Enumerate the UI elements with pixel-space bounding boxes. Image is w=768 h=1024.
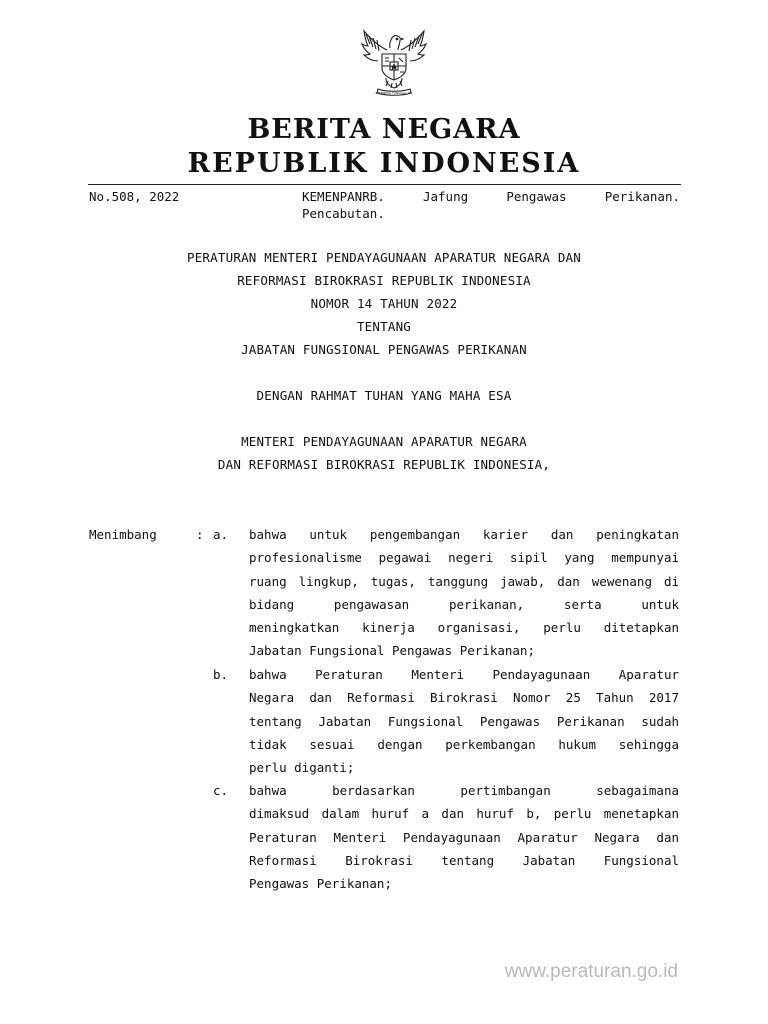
considering-item-letter: a.: [213, 527, 229, 542]
text-line: perlu diganti;: [249, 760, 355, 776]
text-line: ruang lingkup, tugas, tanggung jawab, dan wewenang di: [249, 573, 679, 589]
text-line: bahwa berdasarkan pertimbangan sebagaimana: [249, 783, 679, 798]
text-line: Peraturan Menteri Pendayagunaan Aparatur Negara dan: [249, 829, 679, 845]
blessing-line: DENGAN RAHMAT TUHAN YANG MAHA ESA: [256, 388, 512, 403]
text-line: bahwa untuk pengembangan karier dan peningkatan: [249, 527, 679, 542]
text-line: Pengawas Perikanan;: [249, 876, 392, 892]
considering-item-letter: b.: [213, 667, 229, 682]
text-line: Jabatan Fungsional Pengawas Perikanan;: [249, 643, 535, 659]
minister-line2: DAN REFORMASI BIROKRASI REPUBLIK INDONESIA,: [217, 457, 551, 472]
text-line: Negara dan Reformasi Birokrasi Nomor 25 Tahun 2017: [249, 690, 679, 706]
header-divider: [88, 184, 681, 185]
regulation-about: TENTANG: [356, 319, 412, 334]
gazette-title-line1: BERITA NEGARA: [247, 114, 521, 145]
text-line: bidang pengawasan perikanan, serta untuk: [249, 596, 679, 612]
gazette-title-line2: REPUBLIK INDONESIA: [187, 148, 581, 179]
considering-item-text: [249, 523, 679, 663]
gazette-subject-continued: Pencabutan.: [302, 206, 385, 221]
regulation-title-line2: REFORMASI BIROKRASI REPUBLIK INDONESIA: [237, 273, 531, 288]
text-line: Reformasi Birokrasi tentang Jabatan Fungsional: [249, 852, 679, 868]
regulation-number: NOMOR 14 TAHUN 2022: [310, 296, 458, 311]
garuda-emblem-icon: [356, 28, 432, 98]
considering-colon: :: [196, 527, 204, 542]
text-line: dimaksud dalam huruf a dan huruf b, perlu menetapkan: [249, 806, 679, 822]
minister-line1: MENTERI PENDAYAGUNAAN APARATUR NEGARA: [241, 434, 527, 449]
text-line: profesionalisme pegawai negeri sipil yang mempunyai: [249, 550, 679, 566]
regulation-subject: JABATAN FUNGSIONAL PENGAWAS PERIKANAN: [241, 342, 527, 357]
considering-item-text: [249, 663, 679, 779]
text-line: bahwa Peraturan Menteri Pendayagunaan Aparatur: [249, 667, 679, 682]
gazette-number: No.508, 2022: [89, 189, 180, 204]
text-line: tidak sesuai dengan perkembangan hukum sehingga: [249, 736, 679, 752]
source-watermark: www.peraturan.go.id: [504, 961, 678, 982]
emblem-motto: BHINNEKA TUNGGAL IKA: [375, 91, 413, 95]
gazette-subject: KEMENPANRB. Jafung Pengawas Perikanan.: [302, 189, 680, 204]
text-line: meningkatkan kinerja organisasi, perlu ditetapkan: [249, 620, 679, 636]
text-line: tentang Jabatan Fungsional Pengawas Perikanan sudah: [249, 713, 679, 729]
considering-label: Menimbang: [89, 527, 157, 542]
considering-item-letter: c.: [213, 783, 229, 798]
regulation-title-line1: PERATURAN MENTERI PENDAYAGUNAAN APARATUR NEGARA DAN: [186, 250, 581, 265]
considering-item-text: [249, 779, 679, 895]
